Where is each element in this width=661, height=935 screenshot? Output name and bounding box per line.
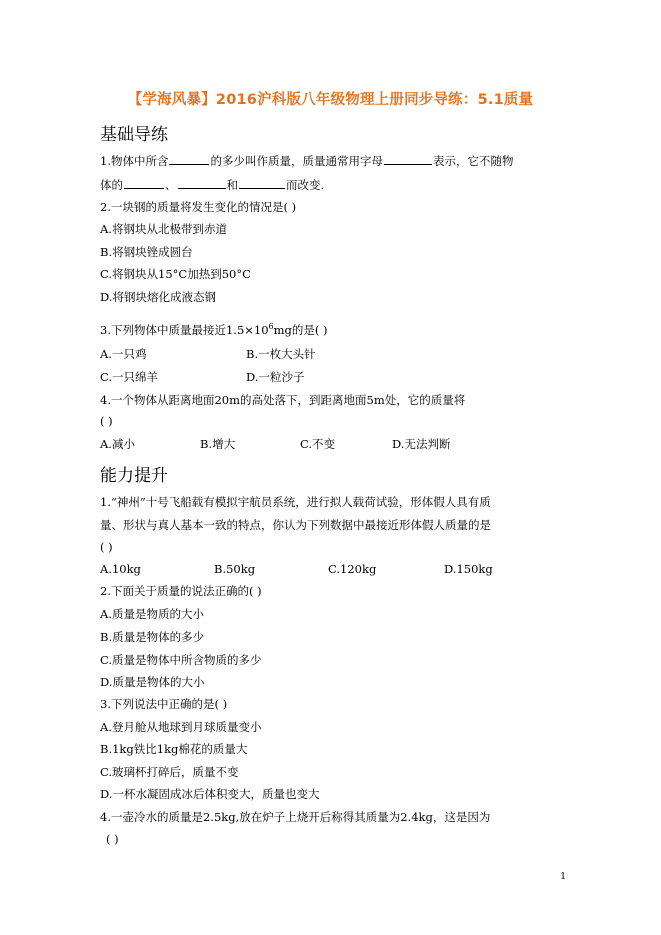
answer-blank[interactable] [124, 177, 164, 189]
basic-q1-text-b: 的多少叫作质量，质量通常用字母 [210, 154, 383, 168]
basic-q1-text-g: 而改变. [286, 178, 325, 192]
page-number: 1 [560, 872, 566, 882]
adv-q3-stem: 3.下列说法中正确的是( ) [100, 697, 228, 711]
section-heading-basic: 基础导练 [100, 125, 168, 145]
adv-q1-option-c: C.120kg [328, 562, 377, 576]
adv-q1-option-a: A.10kg [100, 562, 141, 576]
adv-q4-stem: 4.一壶冷水的质量是2.5kg,放在炉子上烧开后称得其质量为2.4kg，这是因为 [100, 810, 491, 824]
adv-q1-paren: ( ) [100, 540, 113, 554]
basic-q1-text-c: 表示，它不随物 [432, 154, 514, 168]
basic-q2-stem: 2.一块钢的质量将发生变化的情况是( ) [100, 200, 297, 214]
basic-q4-stem: 4.一个物体从距离地面20m的高处落下，到距离地面5m处，它的质量将 [100, 393, 466, 407]
adv-q4-paren: ( ) [106, 832, 119, 846]
basic-q3-option-d: D.一粒沙子 [246, 370, 305, 384]
adv-q1-line1: 1.“神州”十号飞船载有模拟宇航员系统，进行拟人载荷试验，形体假人具有质 [100, 495, 491, 509]
basic-q3-stem-b: mg的是( ) [273, 322, 328, 337]
exponent: 6 [268, 322, 274, 331]
adv-q2-option-d: D.质量是物体的大小 [100, 675, 205, 689]
answer-blank[interactable] [384, 153, 432, 165]
basic-q1-line2 [100, 177, 324, 192]
adv-q2-option-c: C.质量是物体中所含物质的多少 [100, 653, 262, 667]
basic-q1-line1 [100, 153, 513, 168]
basic-q1-text-d: 体的 [100, 178, 123, 192]
basic-q2-option-d: D.将钢块熔化成液态钢 [100, 290, 216, 304]
basic-q1-text-a: 1.物体中所含 [100, 154, 169, 168]
basic-q1-text-f: 和 [226, 178, 238, 192]
adv-q2-option-b: B.质量是物体的多少 [100, 630, 205, 644]
basic-q2-option-a: A.将钢块从北极带到赤道 [100, 222, 227, 236]
basic-q2-option-b: B.将钢块锉成圆台 [100, 245, 193, 259]
answer-blank[interactable] [169, 153, 209, 165]
adv-q1-option-b: B.50kg [214, 562, 256, 576]
adv-q1-option-d: D.150kg [444, 562, 493, 576]
document-title: 【学海风暴】2016沪科版八年级物理上册同步导练：5.1质量 [127, 92, 534, 108]
basic-q3-option-c: C.一只绵羊 [100, 370, 159, 384]
adv-q2-option-a: A.质量是物质的大小 [100, 607, 204, 621]
answer-blank[interactable] [178, 177, 226, 189]
basic-q3-stem [100, 320, 328, 337]
adv-q3-option-c: C.玻璃杯打碎后，质量不变 [100, 765, 239, 779]
basic-q3-option-b: B.一枚大头针 [246, 347, 316, 361]
adv-q1-line2: 量、形状与真人基本一致的特点，你认为下列数据中最接近形体假人质量的是 [100, 518, 491, 532]
basic-q4-paren: ( ) [100, 414, 113, 428]
answer-blank[interactable] [239, 177, 285, 189]
basic-q1-text-e: 、 [165, 178, 177, 192]
basic-q4-option-d: D.无法判断 [392, 437, 451, 451]
basic-q4-option-b: B.增大 [200, 437, 236, 451]
basic-q2-option-c: C.将钢块从15°C加热到50°C [100, 267, 251, 281]
adv-q3-option-d: D.一杯水凝固成冰后体积变大，质量也变大 [100, 787, 320, 801]
section-heading-advanced: 能力提升 [100, 466, 168, 486]
adv-q2-stem: 2.下面关于质量的说法正确的( ) [100, 584, 262, 598]
adv-q3-option-b: B.1kg铁比1kg棉花的质量大 [100, 742, 248, 756]
basic-q4-option-a: A.减小 [100, 437, 135, 451]
basic-q3-stem-a: 3.下列物体中质量最接近1.5×10 [100, 322, 269, 337]
adv-q3-option-a: A.登月舱从地球到月球质量变小 [100, 720, 262, 734]
basic-q4-option-c: C.不变 [300, 437, 336, 451]
basic-q3-option-a: A.一只鸡 [100, 347, 147, 361]
